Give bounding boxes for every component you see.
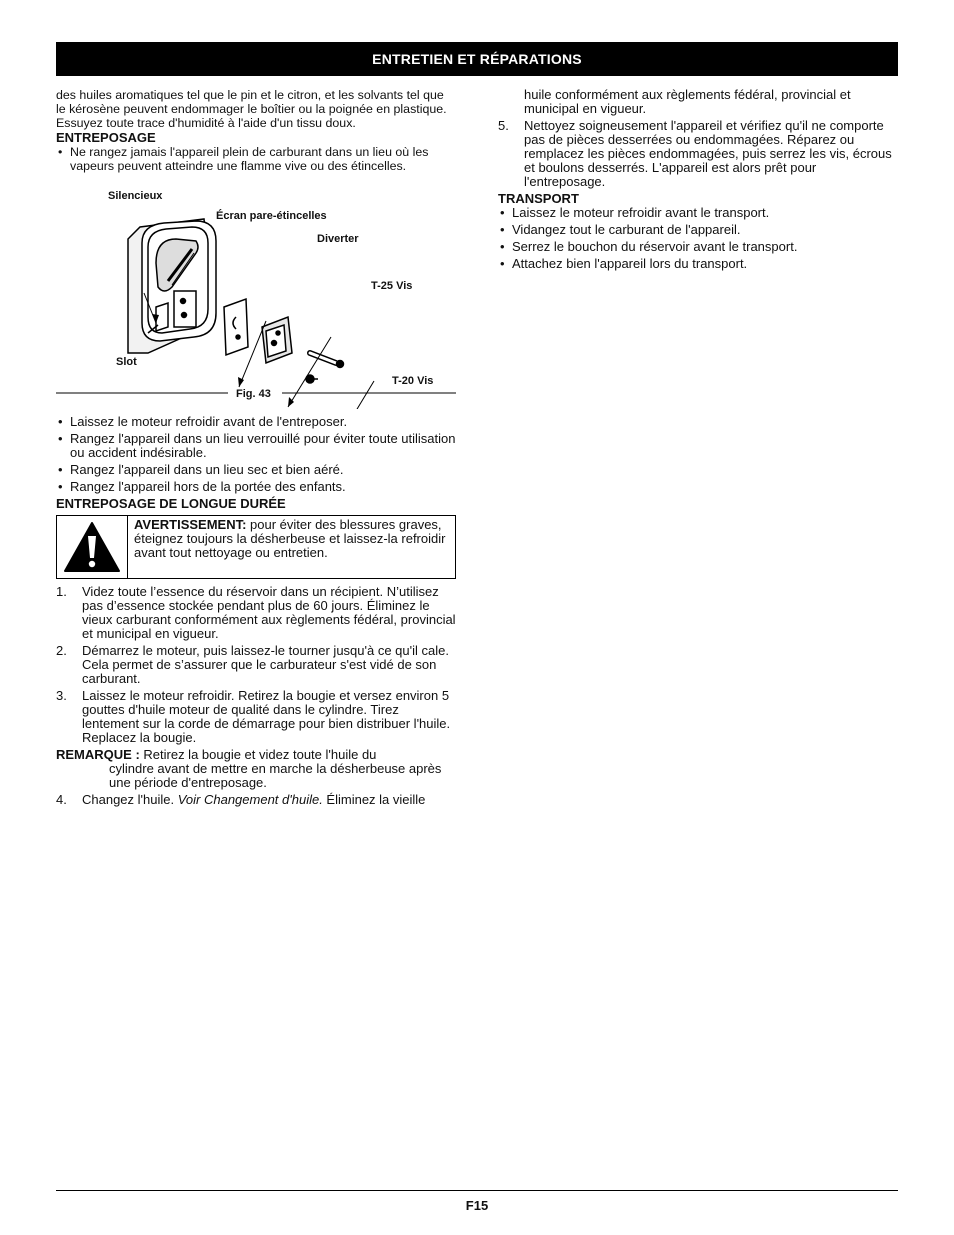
step-2: 2. Démarrez le moteur, puis laissez-le tourner jusqu'à ce qu'il cale. Cela permet de s’assurer que le carburateur s'est vidé de son carburant. <box>56 643 449 686</box>
step-3: 3. Laissez le moteur refroidir. Retirez la bougie et versez environ 5 gouttes d'huile moteur de qualité dans le cylindre. Tirez lentement sur la corde de démarrage pour bien distribuer l'huile. Replacez la bougie. <box>56 688 451 745</box>
figure-caption: Fig. 43 <box>236 388 271 400</box>
oil-change-reference: Voir Changement d'huile. <box>177 792 323 807</box>
warning-body: pour éviter des blessures graves, éteignez toujours la désherbeuse et laissez-la refroidir avant tout nettoyage ou entretien. <box>134 517 446 560</box>
step-5: 5. Nettoyez soigneusement l'appareil et vérifiez qu'il ne comporte pas de pièces desserrées ou endommagées. Réparez ou remplacez les pièces endommagées, puis serrez les vis, écrous et boulons desserrés. L'appareil est alors prêt pour l'entreposage. <box>498 118 892 189</box>
t25-screw-illustration <box>310 353 344 368</box>
footer-divider <box>56 1190 898 1191</box>
transport-bullet-list <box>498 206 898 271</box>
warning-icon <box>57 516 128 578</box>
list-item: • Rangez l'appareil dans un lieu sec et bien aéré. <box>56 463 456 477</box>
section-title: ENTRETIEN ET RÉPARATIONS <box>372 51 582 67</box>
page-number: F15 <box>465 1198 489 1213</box>
note-remark: REMARQUE : Retirez la bougie et videz toute l'huile du cylindre avant de mettre en marche la désherbeuse après une période d'entreposage. <box>56 747 442 790</box>
muffler-illustration <box>128 219 216 353</box>
right-column <box>498 88 898 274</box>
label-slot: Slot <box>116 356 137 368</box>
spark-screen-illustration <box>224 299 248 355</box>
transport-heading: TRANSPORT <box>498 191 579 206</box>
label-t20-screw: T-20 Vis <box>392 375 434 387</box>
storage-bullet <box>56 145 456 173</box>
warning-label: AVERTISSEMENT: <box>134 517 247 532</box>
left-column <box>56 88 456 810</box>
list-item: • Rangez l'appareil hors de la portée des enfants. <box>56 480 456 494</box>
storage-bullet-text: Ne rangez jamais l'appareil plein de carburant dans un lieu où les vapeurs peuvent atteindre une flamme vive ou des étincelles. <box>70 145 429 173</box>
label-muffler: Silencieux <box>108 190 163 202</box>
intro-paragraph: des huiles aromatiques tel que le pin et le citron, et les solvants tel que le kérosène peuvent endommager le boîtier ou la poignée en plastique. Essuyez toute trace d'humidité à l'aide d'un tissu doux. <box>56 88 447 130</box>
list-item: • Laissez le moteur refroidir avant de l'entreposer. <box>56 415 456 429</box>
storage-bullet-list <box>56 415 456 494</box>
label-spark-screen: Écran pare-étincelles <box>216 210 327 222</box>
storage-heading: ENTREPOSAGE <box>56 130 156 145</box>
note-label: REMARQUE : <box>56 747 140 762</box>
list-item: • Serrez le bouchon du réservoir avant le transport. <box>498 240 898 254</box>
list-item: • Vidangez tout le carburant de l'appareil. <box>498 223 898 237</box>
list-item: • Laissez le moteur refroidir avant le transport. <box>498 206 898 220</box>
diverter-illustration <box>262 317 292 363</box>
figure-muffler <box>56 177 456 409</box>
warning-text <box>128 516 455 578</box>
list-item: • Rangez l'appareil dans un lieu verrouillé pour éviter toute utilisation ou accident indésirable. <box>56 432 456 460</box>
label-t25-screw: T-25 Vis <box>371 280 413 292</box>
step-4: 4. Changez l'huile. Voir Changement d'huile. Éliminez la vieille <box>56 792 426 807</box>
section-header <box>56 42 898 76</box>
step-1: 1. Videz toute l’essence du réservoir dans un récipient. N’utilisez pas d’essence stockée pendant plus de 60 jours. Éliminez le vieux carburant conformément aux règlements fédéral, provincial et municipal en vigueur. <box>56 584 456 641</box>
warning-box <box>56 515 456 579</box>
list-item: • Attachez bien l'appareil lors du transport. <box>498 257 898 271</box>
long-storage-heading: ENTREPOSAGE DE LONGUE DURÉE <box>56 496 286 511</box>
t20-screw-illustration <box>306 375 318 383</box>
label-diverter: Diverter <box>317 233 359 245</box>
step-4-continued: huile conformément aux règlements fédéral, provincial et municipal en vigueur. <box>524 87 851 116</box>
